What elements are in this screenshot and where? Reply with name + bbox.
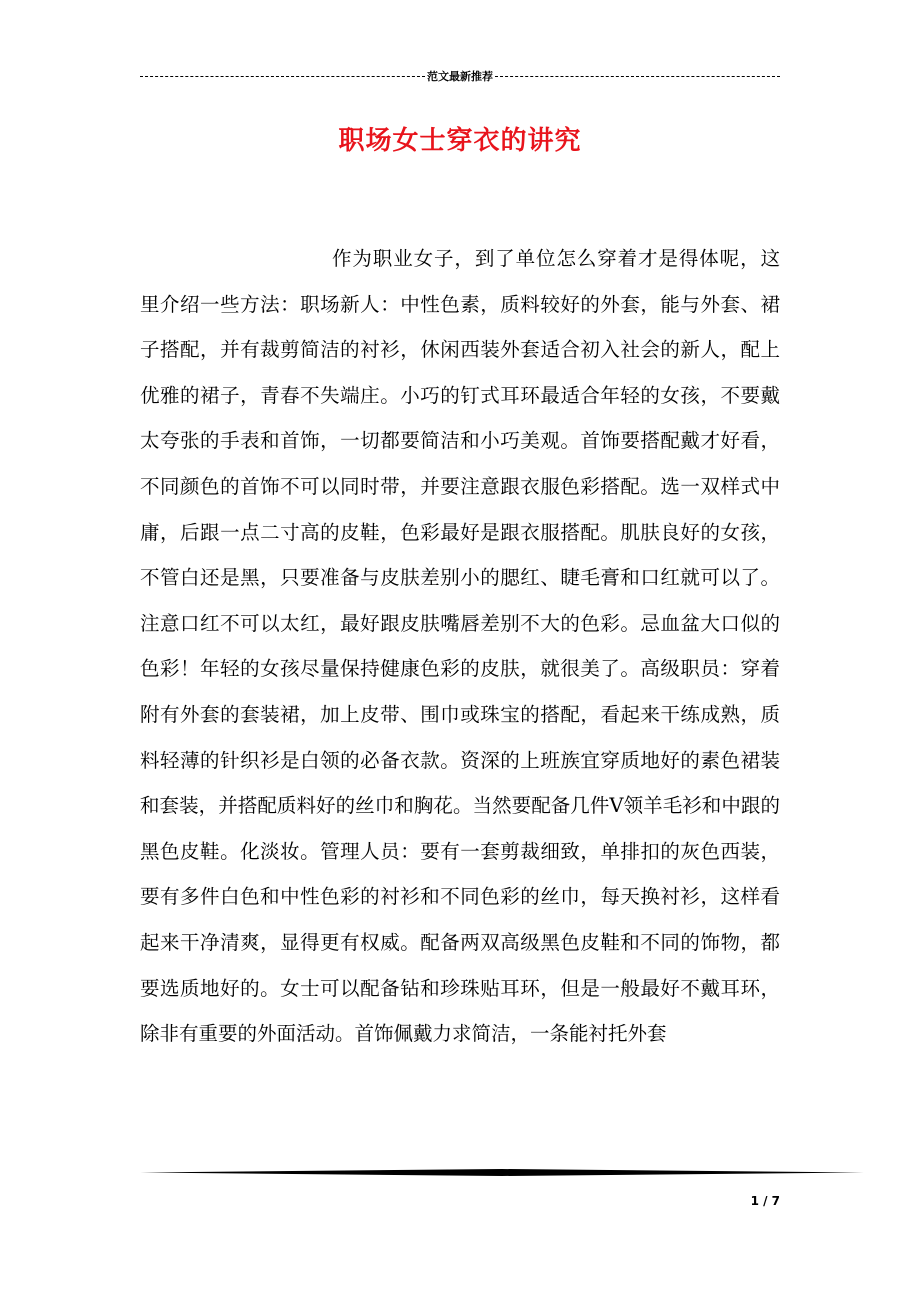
footer-rule xyxy=(140,1168,864,1177)
header-rule xyxy=(140,68,780,84)
header-dash-left xyxy=(140,76,425,77)
document-title: 职场女士穿衣的讲究 xyxy=(338,126,582,156)
header-dash-right xyxy=(495,76,780,77)
header-label: 范文最新推荐 xyxy=(427,70,493,83)
document-body: 作为职业女子，到了单位怎么穿着才是得体呢，这里介绍一些方法：职场新人：中性色素，质料较好的外套，能与外套、裙子搭配，并有裁剪简洁的衬衫，休闲西装外套适合初入社会的新人，配上优雅的裙子，青春不失端庄。小巧的钉式耳环最适合年轻的女孩，不要戴太夸张的手表和首饰，一切都要简洁和小巧美观。首饰要搭配戴才好看，不同颜色的首饰不可以同时带，并要注意跟衣服色彩搭配。选一双样式中庸，后跟一点二寸高的皮鞋，色彩最好是跟衣服搭配。肌肤良好的女孩，不管白还是黑，只要准备与皮肤差别小的腮红、睫毛膏和口红就可以了。注意口红不可以太红，最好跟皮肤嘴唇差别不大的色彩。忌血盆大口似的色彩！年轻的女孩尽量保持健康色彩的皮肤，就很美了。高级职员：穿着附有外套的套装裙，加上皮带、围巾或珠宝的搭配，看起来干练成熟，质料轻薄的针织衫是白领的必备衣款。资深的上班族宜穿质地好的素色裙装和套装，并搭配质料好的丝巾和胸花。当然要配备几件V领羊毛衫和中跟的黑色皮鞋。化淡妆。管理人员：要有一套剪裁细致，单排扣的灰色西装，要有多件白色和中性色彩的衬衫和不同色彩的丝巾，每天换衬衫，这样看起来干净清爽，显得更有权威。配备两双高级黑色皮鞋和不同的饰物，都要选质地好的。女士可以配备钻和珍珠贴耳环，但是一般最好不戴耳环，除非有重要的外面活动。首饰佩戴力求简洁，一条能衬托外套 xyxy=(140,247,780,1046)
page-number: 1 / 7 xyxy=(750,1194,780,1208)
footer-rule-shape xyxy=(140,1169,864,1176)
